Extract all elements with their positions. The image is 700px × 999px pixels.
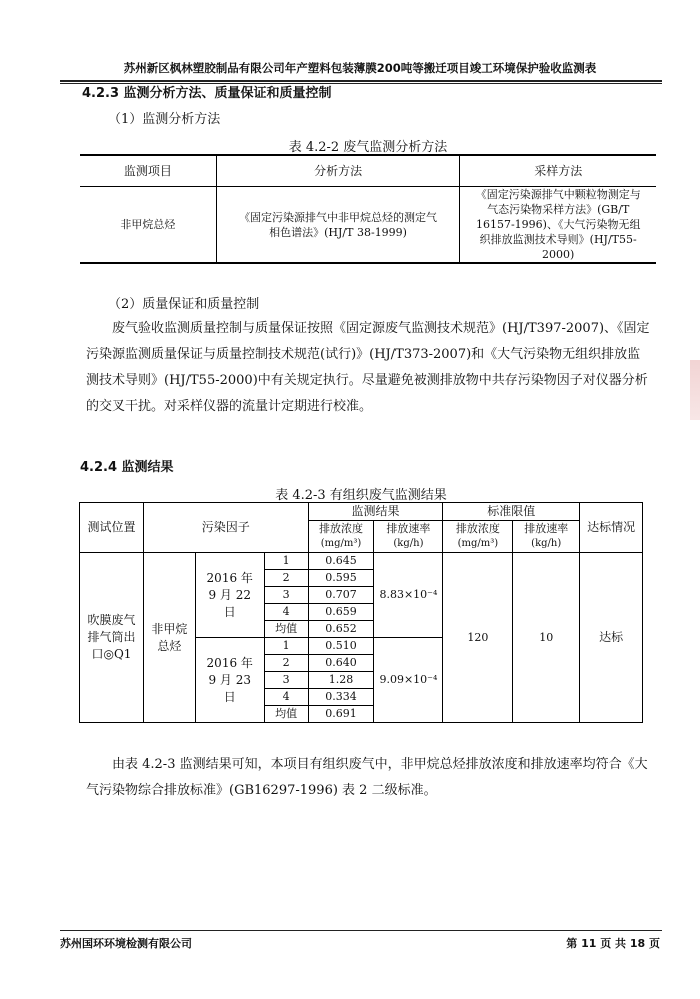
cell-analysis: 《固定污染源排气中非甲烷总烃的测定气相色谱法》(HJ/T 38-1999) xyxy=(216,187,460,264)
col-header-limit-conc: 排放浓度 (mg/m³) xyxy=(443,521,513,553)
col-header-sampling: 采样方法 xyxy=(460,155,656,187)
cell-position: 吹膜废气排气筒出口◎Q1 xyxy=(80,553,144,723)
cell-conc: 0.659 xyxy=(308,604,374,621)
col-header-position: 测试位置 xyxy=(80,503,144,553)
col-header-item: 监测项目 xyxy=(80,155,216,187)
cell-conc: 0.645 xyxy=(308,553,374,570)
col-header-analysis: 分析方法 xyxy=(216,155,460,187)
cell-sample-no: 1 xyxy=(264,638,308,655)
cell-conc: 0.640 xyxy=(308,655,374,672)
section-4-2-3-title: 4.2.3 监测分析方法、质量保证和质量控制 xyxy=(82,86,332,101)
cell-conc: 0.595 xyxy=(308,570,374,587)
col-header-limit-rate: 排放速率 (kg/h) xyxy=(513,521,580,553)
cell-conc: 0.707 xyxy=(308,587,374,604)
cell-sample-no: 3 xyxy=(264,587,308,604)
table-row xyxy=(80,187,656,264)
cell-sample-no: 4 xyxy=(264,689,308,706)
subsection-analysis-methods: （1）监测分析方法 xyxy=(108,112,221,127)
cell-sample-no: 2 xyxy=(264,570,308,587)
cell-conc: 1.28 xyxy=(308,672,374,689)
table-row xyxy=(80,553,643,570)
monitoring-results-table xyxy=(79,502,643,723)
cell-date: 2016 年 9 月 22 日 xyxy=(195,553,264,638)
red-seal-edge xyxy=(690,360,700,420)
cell-conc: 0.510 xyxy=(308,638,374,655)
cell-conc: 0.334 xyxy=(308,689,374,706)
footer-page-number: 第 11 页 共 18 页 xyxy=(566,937,660,950)
cell-sample-no: 2 xyxy=(264,655,308,672)
col-header-factor: 污染因子 xyxy=(143,503,308,553)
cell-compliance: 达标 xyxy=(580,553,643,723)
cell-sample-no: 均值 xyxy=(264,621,308,638)
col-header-results: 监测结果 xyxy=(308,503,443,521)
conclusion-paragraph: 由表 4.2-3 监测结果可知，本项目有组织废气中，非甲烷总烃排放浓度和排放速率均符合《大气污染物综合排放标准》(GB16297-1996) 表 2 二级标准。 xyxy=(86,757,648,798)
col-header-limits: 标准限值 xyxy=(443,503,580,521)
section-4-2-4-title: 4.2.4 监测结果 xyxy=(80,460,174,475)
table-4-2-2-caption: 表 4.2-2 废气监测分析方法 xyxy=(288,140,448,155)
col-header-conc: 排放浓度 (mg/m³) xyxy=(308,521,374,553)
cell-rate: 9.09×10⁻⁴ xyxy=(374,638,443,723)
footer-rule xyxy=(60,930,662,931)
cell-item: 非甲烷总烃 xyxy=(80,187,216,264)
col-header-compliance: 达标情况 xyxy=(580,503,643,553)
page-header: 苏州新区枫林塑胶制品有限公司年产塑料包装薄膜200吨等搬迁项目竣工环境保护验收监测表 xyxy=(123,61,597,75)
cell-limit-conc: 120 xyxy=(443,553,513,723)
cell-sample-no: 1 xyxy=(264,553,308,570)
cell-rate: 8.83×10⁻⁴ xyxy=(374,553,443,638)
cell-limit-rate: 10 xyxy=(513,553,580,723)
cell-date: 2016 年 9 月 23 日 xyxy=(195,638,264,723)
subsection-quality-control: （2）质量保证和质量控制 xyxy=(108,297,260,312)
footer-company: 苏州国环环境检测有限公司 xyxy=(60,937,192,950)
cell-sampling: 《固定污染源排气中颗粒物测定与气态污染物采样方法》(GB/T 16157-1996)、《大气污染物无组织排放监测技术导则》(HJ/T55-2000) xyxy=(460,187,656,264)
cell-conc: 0.652 xyxy=(308,621,374,638)
col-header-rate: 排放速率 (kg/h) xyxy=(374,521,443,553)
quality-control-paragraph: 废气验收监测质量控制与质量保证按照《固定源废气监测技术规范》(HJ/T397-2007)、《固定污染源监测质量保证与质量控制技术规范(试行)》(HJ/T373-2007)和《大气污染物无组织排放监测技术导则》(HJ/T55-2000)中有关规定执行。尽量避免被测排放物中共存污染物因子对仪器分析的交叉干扰。对采样仪器的流量计定期进行校准。 xyxy=(86,321,650,414)
cell-factor: 非甲烷总烃 xyxy=(143,553,195,723)
cell-conc: 0.691 xyxy=(308,706,374,723)
cell-sample-no: 均值 xyxy=(264,706,308,723)
table-header-row xyxy=(80,155,656,187)
cell-sample-no: 4 xyxy=(264,604,308,621)
cell-sample-no: 3 xyxy=(264,672,308,689)
table-4-2-3-caption: 表 4.2-3 有组织废气监测结果 xyxy=(275,488,447,503)
analysis-method-table xyxy=(80,154,656,264)
